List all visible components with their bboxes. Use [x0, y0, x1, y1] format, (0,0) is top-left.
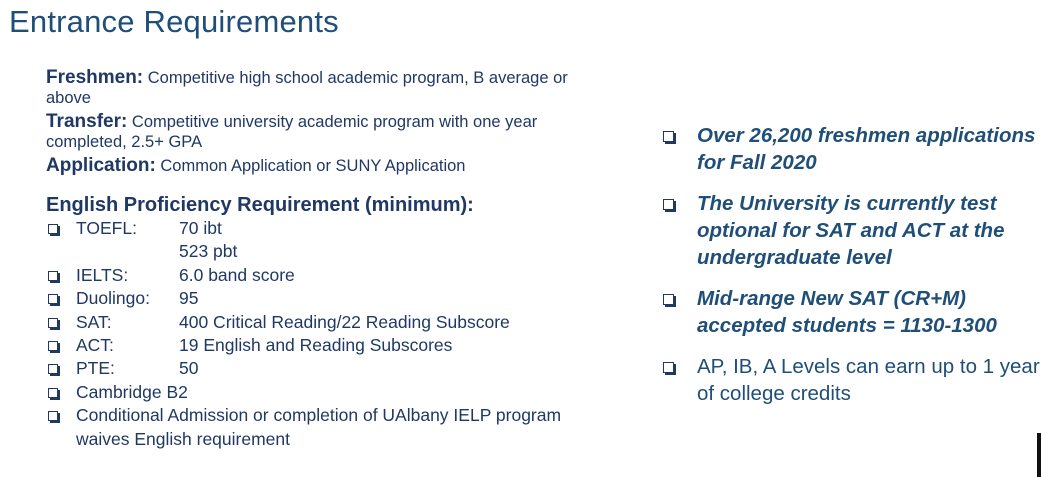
highlight-applications: [661, 122, 1041, 176]
highlight-text: Mid-range New SAT (CR+M) accepted students = 1130-1300: [697, 287, 997, 337]
english-item-sat: [45, 311, 606, 334]
checkbox-icon: [48, 364, 58, 374]
highlight-test-optional: [661, 190, 1041, 271]
requirement-application: [46, 156, 606, 176]
english-item-conditional: [45, 404, 576, 451]
item-label: IELTS:: [76, 264, 129, 285]
requirement-text: Common Application or SUNY Application: [160, 157, 466, 175]
item-value: 523 pbt: [179, 241, 238, 262]
highlight-text: The University is currently test optional for SAT and ACT at the undergraduate level: [697, 192, 1005, 269]
english-list: [45, 217, 606, 451]
item-value: 19 English and Reading Subscores: [179, 335, 453, 356]
slide-title: Entrance Requirements: [9, 4, 339, 39]
item-value: 6.0 band score: [179, 264, 295, 285]
checkbox-icon: [48, 294, 58, 304]
item-value: 400 Critical Reading/22 Reading Subscore: [179, 311, 510, 332]
item-label: ACT:: [76, 335, 114, 356]
checkbox-icon: [48, 224, 58, 234]
item-value: 95: [179, 288, 199, 309]
checkbox-icon: [663, 199, 674, 210]
highlight-text: AP, IB, A Levels can earn up to 1 year of college credits: [697, 355, 1040, 405]
requirements-column: [46, 68, 606, 451]
requirement-label: Freshmen:: [46, 67, 144, 88]
checkbox-icon: [663, 362, 674, 373]
english-item-pte: [45, 357, 606, 380]
highlight-text: Over 26,200 freshmen applications for Fall 2020: [697, 124, 1036, 174]
item-value: 50: [179, 358, 199, 379]
checkbox-icon: [48, 341, 58, 351]
requirement-label: Transfer:: [46, 111, 128, 132]
item-label: PTE:: [76, 358, 115, 379]
window-edge: [1037, 433, 1041, 477]
english-item-act: [45, 334, 606, 357]
requirement-text: Competitive high school academic program, B average or above: [46, 69, 568, 107]
checkbox-icon: [663, 131, 674, 142]
requirement-freshmen: [46, 68, 606, 108]
english-item-ielts: [45, 264, 606, 287]
item-label: SAT:: [76, 311, 112, 332]
item-label: Cambridge B2: [76, 381, 188, 402]
item-label: TOEFL:: [76, 218, 137, 238]
checkbox-icon: [48, 411, 58, 421]
english-item-duolingo: [45, 287, 606, 310]
item-label: Conditional Admission or completion of UAlbany IELP program waives English requirement: [76, 405, 562, 449]
item-label: Duolingo:: [76, 288, 150, 309]
checkbox-icon: [48, 388, 58, 398]
english-item-cambridge: [45, 381, 606, 404]
highlight-sat-range: [661, 285, 1041, 339]
requirement-text: Competitive university academic program with one year completed, 2.5+ GPA: [46, 113, 538, 151]
english-heading: English Proficiency Requirement (minimum):: [46, 194, 474, 216]
highlights-column: [661, 122, 1041, 407]
requirement-transfer: [46, 112, 606, 152]
checkbox-icon: [48, 271, 58, 281]
item-value: 70 ibt: [179, 218, 222, 238]
requirement-label: Application:: [46, 155, 156, 176]
english-item-toefl-pbt: [45, 240, 606, 263]
highlight-college-credits: [661, 353, 1041, 407]
checkbox-icon: [663, 294, 674, 305]
checkbox-icon: [48, 318, 58, 328]
english-item-toefl: [45, 217, 606, 240]
